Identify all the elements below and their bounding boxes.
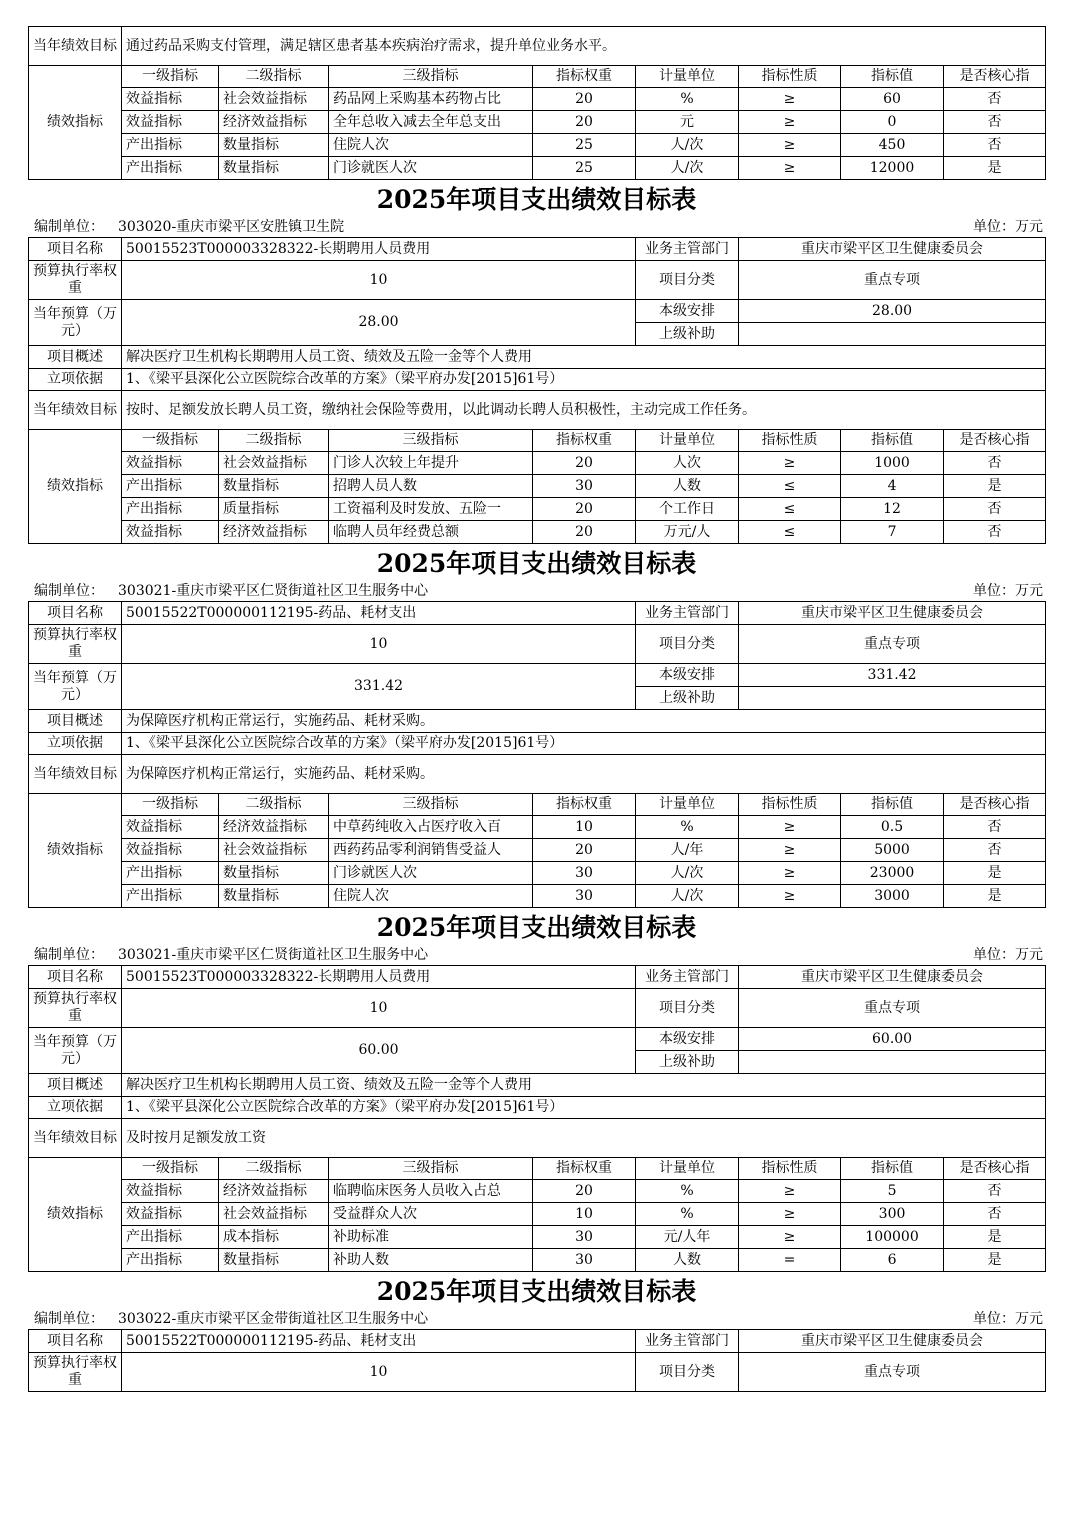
weight: 20 (533, 839, 636, 862)
unit: 个工作日 (636, 498, 739, 521)
basis-value: 1、《梁平县深化公立医院综合改革的方案》（梁平府办发[2015]61号） (122, 369, 1046, 391)
col-h5: 计量单位 (636, 1158, 739, 1180)
unit-prefix: 编制单位： (34, 947, 104, 963)
partial-table (28, 26, 1046, 180)
target: 12000 (841, 157, 944, 180)
money-unit: 单位：万元 (973, 219, 1043, 235)
col-h6: 指标性质 (739, 794, 841, 816)
unit-value: 303021-重庆市梁平区仁贤街道社区卫生服务中心 (118, 947, 429, 963)
level2: 社会效益指标 (219, 88, 329, 111)
category-label: 项目分类 (636, 625, 739, 664)
exec-rate-value: 10 (122, 989, 636, 1028)
level2: 经济效益指标 (219, 521, 329, 544)
nature: ≥ (739, 157, 841, 180)
target: 1000 (841, 452, 944, 475)
col-h5: 计量单位 (636, 430, 739, 452)
unit-prefix: 编制单位： (34, 219, 104, 235)
unit: 人/次 (636, 157, 739, 180)
upper-label: 上级补助 (636, 687, 739, 710)
level1: 效益指标 (122, 839, 219, 862)
weight: 20 (533, 521, 636, 544)
col-h1: 一级指标 (122, 66, 219, 88)
level1: 效益指标 (122, 111, 219, 134)
col-h4: 指标权重 (533, 794, 636, 816)
unit-prefix: 编制单位： (34, 1311, 104, 1327)
target: 12 (841, 498, 944, 521)
col-h5: 计量单位 (636, 794, 739, 816)
weight: 20 (533, 111, 636, 134)
col-h2: 二级指标 (219, 1158, 329, 1180)
unit-value: 303021-重庆市梁平区仁贤街道社区卫生服务中心 (118, 583, 429, 599)
table-row (29, 134, 1046, 157)
level1: 产出指标 (122, 1249, 219, 1272)
unit: 人/次 (636, 134, 739, 157)
target: 6 (841, 1249, 944, 1272)
table-row (29, 1226, 1046, 1249)
weight: 10 (533, 816, 636, 839)
core: 是 (944, 1249, 1046, 1272)
table-row (29, 862, 1046, 885)
level3: 工资福利及时发放、五险一 (329, 498, 533, 521)
core: 否 (944, 1203, 1046, 1226)
overview-label: 项目概述 (29, 710, 122, 733)
level3: 门诊就医人次 (329, 157, 533, 180)
unit: 人次 (636, 452, 739, 475)
project-name-label: 项目名称 (29, 966, 122, 989)
budget-label: 当年预算（万元） (29, 664, 122, 710)
level2: 社会效益指标 (219, 839, 329, 862)
dept-label: 业务主管部门 (636, 238, 739, 261)
col-h8: 是否核心指 (944, 794, 1046, 816)
level2: 社会效益指标 (219, 452, 329, 475)
table-row (29, 111, 1046, 134)
col-h2: 二级指标 (219, 66, 329, 88)
upper-value (739, 323, 1046, 346)
dept-value: 重庆市梁平区卫生健康委员会 (739, 1330, 1046, 1353)
level3: 住院人次 (329, 134, 533, 157)
table-row (29, 885, 1046, 908)
weight: 25 (533, 157, 636, 180)
nature: ≥ (739, 1226, 841, 1249)
overview-value: 为保障医疗机构正常运行，实施药品、耗材采购。 (122, 710, 1046, 733)
nature: ≥ (739, 88, 841, 111)
unit: 人/年 (636, 839, 739, 862)
col-h4: 指标权重 (533, 1158, 636, 1180)
level2: 经济效益指标 (219, 1180, 329, 1203)
upper-label: 上级补助 (636, 1051, 739, 1074)
table-row (29, 157, 1046, 180)
nature: ≥ (739, 1180, 841, 1203)
basis-label: 立项依据 (29, 1097, 122, 1119)
target: 3000 (841, 885, 944, 908)
level3: 补助人数 (329, 1249, 533, 1272)
nature: ≥ (739, 134, 841, 157)
goal-value: 通过药品采购支付管理，满足辖区患者基本疾病治疗需求，提升单位业务水平。 (122, 27, 1046, 66)
category-value: 重点专项 (739, 1353, 1046, 1392)
col-h2: 二级指标 (219, 794, 329, 816)
goal-label: 当年绩效目标 (29, 1119, 122, 1158)
dept-value: 重庆市梁平区卫生健康委员会 (739, 966, 1046, 989)
overview-label: 项目概述 (29, 346, 122, 369)
project-name-label: 项目名称 (29, 1330, 122, 1353)
unit-value: 303022-重庆市梁平区金带街道社区卫生服务中心 (118, 1311, 429, 1327)
core: 是 (944, 1226, 1046, 1249)
table-row (29, 1249, 1046, 1272)
target: 5 (841, 1180, 944, 1203)
level3: 药品网上采购基本药物占比 (329, 88, 533, 111)
category-label: 项目分类 (636, 261, 739, 300)
level1: 效益指标 (122, 1203, 219, 1226)
level3: 西药药品零利润销售受益人 (329, 839, 533, 862)
level1: 产出指标 (122, 862, 219, 885)
exec-rate-label: 预算执行率权重 (29, 989, 122, 1028)
target: 100000 (841, 1226, 944, 1249)
core: 否 (944, 839, 1046, 862)
level2: 数量指标 (219, 157, 329, 180)
local-label: 本级安排 (636, 664, 739, 687)
page (28, 26, 1045, 1392)
col-h3: 三级指标 (329, 66, 533, 88)
col-h7: 指标值 (841, 794, 944, 816)
level1: 效益指标 (122, 88, 219, 111)
local-value: 60.00 (739, 1028, 1046, 1051)
level1: 效益指标 (122, 1180, 219, 1203)
level3: 临聘临床医务人员收入占总 (329, 1180, 533, 1203)
core: 是 (944, 862, 1046, 885)
perf-label: 绩效指标 (29, 430, 122, 544)
target: 7 (841, 521, 944, 544)
meta-row (28, 946, 1045, 965)
overview-label: 项目概述 (29, 1074, 122, 1097)
core: 否 (944, 816, 1046, 839)
goal-value: 及时按月足额发放工资 (122, 1119, 1046, 1158)
unit: 万元/人 (636, 521, 739, 544)
weight: 30 (533, 475, 636, 498)
level3: 补助标准 (329, 1226, 533, 1249)
level1: 产出指标 (122, 475, 219, 498)
level1: 产出指标 (122, 885, 219, 908)
upper-value (739, 687, 1046, 710)
weight: 20 (533, 1180, 636, 1203)
perf-label: 绩效指标 (29, 794, 122, 908)
nature: ≥ (739, 111, 841, 134)
goal-value: 为保障医疗机构正常运行，实施药品、耗材采购。 (122, 755, 1046, 794)
unit: 人数 (636, 475, 739, 498)
nature: ≥ (739, 816, 841, 839)
exec-rate-label: 预算执行率权重 (29, 625, 122, 664)
basis-label: 立项依据 (29, 369, 122, 391)
page-title: 2025年项目支出绩效目标表 (376, 913, 697, 942)
weight: 30 (533, 862, 636, 885)
section-1 (28, 544, 1045, 908)
level2: 经济效益指标 (219, 816, 329, 839)
category-value: 重点专项 (739, 261, 1046, 300)
unit-prefix: 编制单位： (34, 583, 104, 599)
unit: 人/次 (636, 862, 739, 885)
weight: 20 (533, 498, 636, 521)
budget-label: 当年预算（万元） (29, 1028, 122, 1074)
level1: 产出指标 (122, 134, 219, 157)
dept-label: 业务主管部门 (636, 602, 739, 625)
core: 是 (944, 885, 1046, 908)
nature: ≤ (739, 521, 841, 544)
level2: 数量指标 (219, 885, 329, 908)
col-h4: 指标权重 (533, 430, 636, 452)
dept-value: 重庆市梁平区卫生健康委员会 (739, 238, 1046, 261)
col-h7: 指标值 (841, 66, 944, 88)
project-name-value: 50015523T000003328322-长期聘用人员费用 (122, 966, 636, 989)
unit: % (636, 1180, 739, 1203)
perf-label: 绩效指标 (29, 66, 122, 180)
money-unit: 单位：万元 (973, 947, 1043, 963)
budget-label: 当年预算（万元） (29, 300, 122, 346)
goal-label: 当年绩效目标 (29, 391, 122, 430)
col-h2: 二级指标 (219, 430, 329, 452)
target: 4 (841, 475, 944, 498)
project-name-label: 项目名称 (29, 602, 122, 625)
upper-label: 上级补助 (636, 323, 739, 346)
level1: 效益指标 (122, 816, 219, 839)
weight: 25 (533, 134, 636, 157)
level3: 中草药纯收入占医疗收入百 (329, 816, 533, 839)
col-h3: 三级指标 (329, 430, 533, 452)
weight: 30 (533, 1226, 636, 1249)
category-label: 项目分类 (636, 989, 739, 1028)
goal-label: 当年绩效目标 (29, 27, 122, 66)
unit: 人/次 (636, 885, 739, 908)
level2: 数量指标 (219, 862, 329, 885)
table-row (29, 816, 1046, 839)
level3: 住院人次 (329, 885, 533, 908)
section-3 (28, 1272, 1045, 1392)
table-row (29, 452, 1046, 475)
budget-value: 331.42 (122, 664, 636, 710)
level2: 社会效益指标 (219, 1203, 329, 1226)
unit-value: 303020-重庆市梁平区安胜镇卫生院 (118, 219, 345, 235)
core: 否 (944, 111, 1046, 134)
level1: 效益指标 (122, 452, 219, 475)
level1: 产出指标 (122, 1226, 219, 1249)
col-h1: 一级指标 (122, 1158, 219, 1180)
project-name-value: 50015522T000000112195-药品、耗材支出 (122, 602, 636, 625)
unit: 人数 (636, 1249, 739, 1272)
dept-value: 重庆市梁平区卫生健康委员会 (739, 602, 1046, 625)
weight: 30 (533, 1249, 636, 1272)
level3: 临聘人员年经费总额 (329, 521, 533, 544)
table-row (29, 1203, 1046, 1226)
table-row (29, 475, 1046, 498)
perf-label: 绩效指标 (29, 1158, 122, 1272)
budget-value: 28.00 (122, 300, 636, 346)
category-value: 重点专项 (739, 989, 1046, 1028)
col-h6: 指标性质 (739, 66, 841, 88)
project-table (28, 1329, 1046, 1392)
col-h8: 是否核心指 (944, 1158, 1046, 1180)
table-row (29, 839, 1046, 862)
level2: 质量指标 (219, 498, 329, 521)
target: 0.5 (841, 816, 944, 839)
local-label: 本级安排 (636, 300, 739, 323)
local-label: 本级安排 (636, 1028, 739, 1051)
core: 否 (944, 134, 1046, 157)
table-row (29, 1180, 1046, 1203)
exec-rate-value: 10 (122, 261, 636, 300)
col-h4: 指标权重 (533, 66, 636, 88)
level2: 经济效益指标 (219, 111, 329, 134)
exec-rate-label: 预算执行率权重 (29, 261, 122, 300)
exec-rate-value: 10 (122, 625, 636, 664)
unit: % (636, 816, 739, 839)
level2: 成本指标 (219, 1226, 329, 1249)
unit: 元/人年 (636, 1226, 739, 1249)
category-value: 重点专项 (739, 625, 1046, 664)
unit: % (636, 88, 739, 111)
target: 450 (841, 134, 944, 157)
unit: % (636, 1203, 739, 1226)
level3: 门诊就医人次 (329, 862, 533, 885)
nature: = (739, 1249, 841, 1272)
col-h6: 指标性质 (739, 1158, 841, 1180)
overview-value: 解决医疗卫生机构长期聘用人员工资、绩效及五险一金等个人费用 (122, 346, 1046, 369)
level3: 全年总收入减去全年总支出 (329, 111, 533, 134)
core: 否 (944, 1180, 1046, 1203)
weight: 20 (533, 452, 636, 475)
page-title: 2025年项目支出绩效目标表 (376, 1277, 697, 1306)
level3: 招聘人员人数 (329, 475, 533, 498)
nature: ≥ (739, 1203, 841, 1226)
target: 5000 (841, 839, 944, 862)
core: 否 (944, 452, 1046, 475)
meta-row (28, 582, 1045, 601)
exec-rate-value: 10 (122, 1353, 636, 1392)
project-name-label: 项目名称 (29, 238, 122, 261)
overview-value: 解决医疗卫生机构长期聘用人员工资、绩效及五险一金等个人费用 (122, 1074, 1046, 1097)
col-h1: 一级指标 (122, 430, 219, 452)
col-h7: 指标值 (841, 1158, 944, 1180)
dept-label: 业务主管部门 (636, 1330, 739, 1353)
table-row (29, 88, 1046, 111)
target: 300 (841, 1203, 944, 1226)
col-h1: 一级指标 (122, 794, 219, 816)
unit: 元 (636, 111, 739, 134)
project-table (28, 601, 1046, 908)
basis-value: 1、《梁平县深化公立医院综合改革的方案》（梁平府办发[2015]61号） (122, 733, 1046, 755)
core: 否 (944, 498, 1046, 521)
project-name-value: 50015522T000000112195-药品、耗材支出 (122, 1330, 636, 1353)
level1: 产出指标 (122, 498, 219, 521)
local-value: 331.42 (739, 664, 1046, 687)
local-value: 28.00 (739, 300, 1046, 323)
budget-value: 60.00 (122, 1028, 636, 1074)
level3: 受益群众人次 (329, 1203, 533, 1226)
nature: ≥ (739, 885, 841, 908)
level2: 数量指标 (219, 134, 329, 157)
table-row (29, 498, 1046, 521)
table-row (29, 521, 1046, 544)
page-title: 2025年项目支出绩效目标表 (376, 549, 697, 578)
weight: 20 (533, 88, 636, 111)
basis-value: 1、《梁平县深化公立医院综合改革的方案》（梁平府办发[2015]61号） (122, 1097, 1046, 1119)
weight: 10 (533, 1203, 636, 1226)
core: 否 (944, 521, 1046, 544)
level2: 数量指标 (219, 1249, 329, 1272)
level1: 产出指标 (122, 157, 219, 180)
level3: 门诊人次较上年提升 (329, 452, 533, 475)
money-unit: 单位：万元 (973, 1311, 1043, 1327)
nature: ≤ (739, 498, 841, 521)
upper-value (739, 1051, 1046, 1074)
col-h3: 三级指标 (329, 794, 533, 816)
section-0 (28, 180, 1045, 544)
meta-row (28, 1310, 1045, 1329)
nature: ≥ (739, 452, 841, 475)
col-h8: 是否核心指 (944, 66, 1046, 88)
target: 60 (841, 88, 944, 111)
target: 23000 (841, 862, 944, 885)
level2: 数量指标 (219, 475, 329, 498)
section-2 (28, 908, 1045, 1272)
col-h8: 是否核心指 (944, 430, 1046, 452)
core: 是 (944, 475, 1046, 498)
goal-value: 按时、足额发放长聘人员工资，缴纳社会保险等费用，以此调动长聘人员积极性，主动完成工作任务。 (122, 391, 1046, 430)
core: 否 (944, 88, 1046, 111)
level1: 效益指标 (122, 521, 219, 544)
nature: ≥ (739, 862, 841, 885)
col-h5: 计量单位 (636, 66, 739, 88)
money-unit: 单位：万元 (973, 583, 1043, 599)
col-h3: 三级指标 (329, 1158, 533, 1180)
target: 0 (841, 111, 944, 134)
goal-label: 当年绩效目标 (29, 755, 122, 794)
col-h7: 指标值 (841, 430, 944, 452)
core: 是 (944, 157, 1046, 180)
nature: ≤ (739, 475, 841, 498)
meta-row (28, 218, 1045, 237)
project-name-value: 50015523T000003328322-长期聘用人员费用 (122, 238, 636, 261)
project-table (28, 237, 1046, 544)
nature: ≥ (739, 839, 841, 862)
weight: 30 (533, 885, 636, 908)
category-label: 项目分类 (636, 1353, 739, 1392)
col-h6: 指标性质 (739, 430, 841, 452)
project-table (28, 965, 1046, 1272)
basis-label: 立项依据 (29, 733, 122, 755)
dept-label: 业务主管部门 (636, 966, 739, 989)
page-title: 2025年项目支出绩效目标表 (376, 185, 697, 214)
exec-rate-label: 预算执行率权重 (29, 1353, 122, 1392)
